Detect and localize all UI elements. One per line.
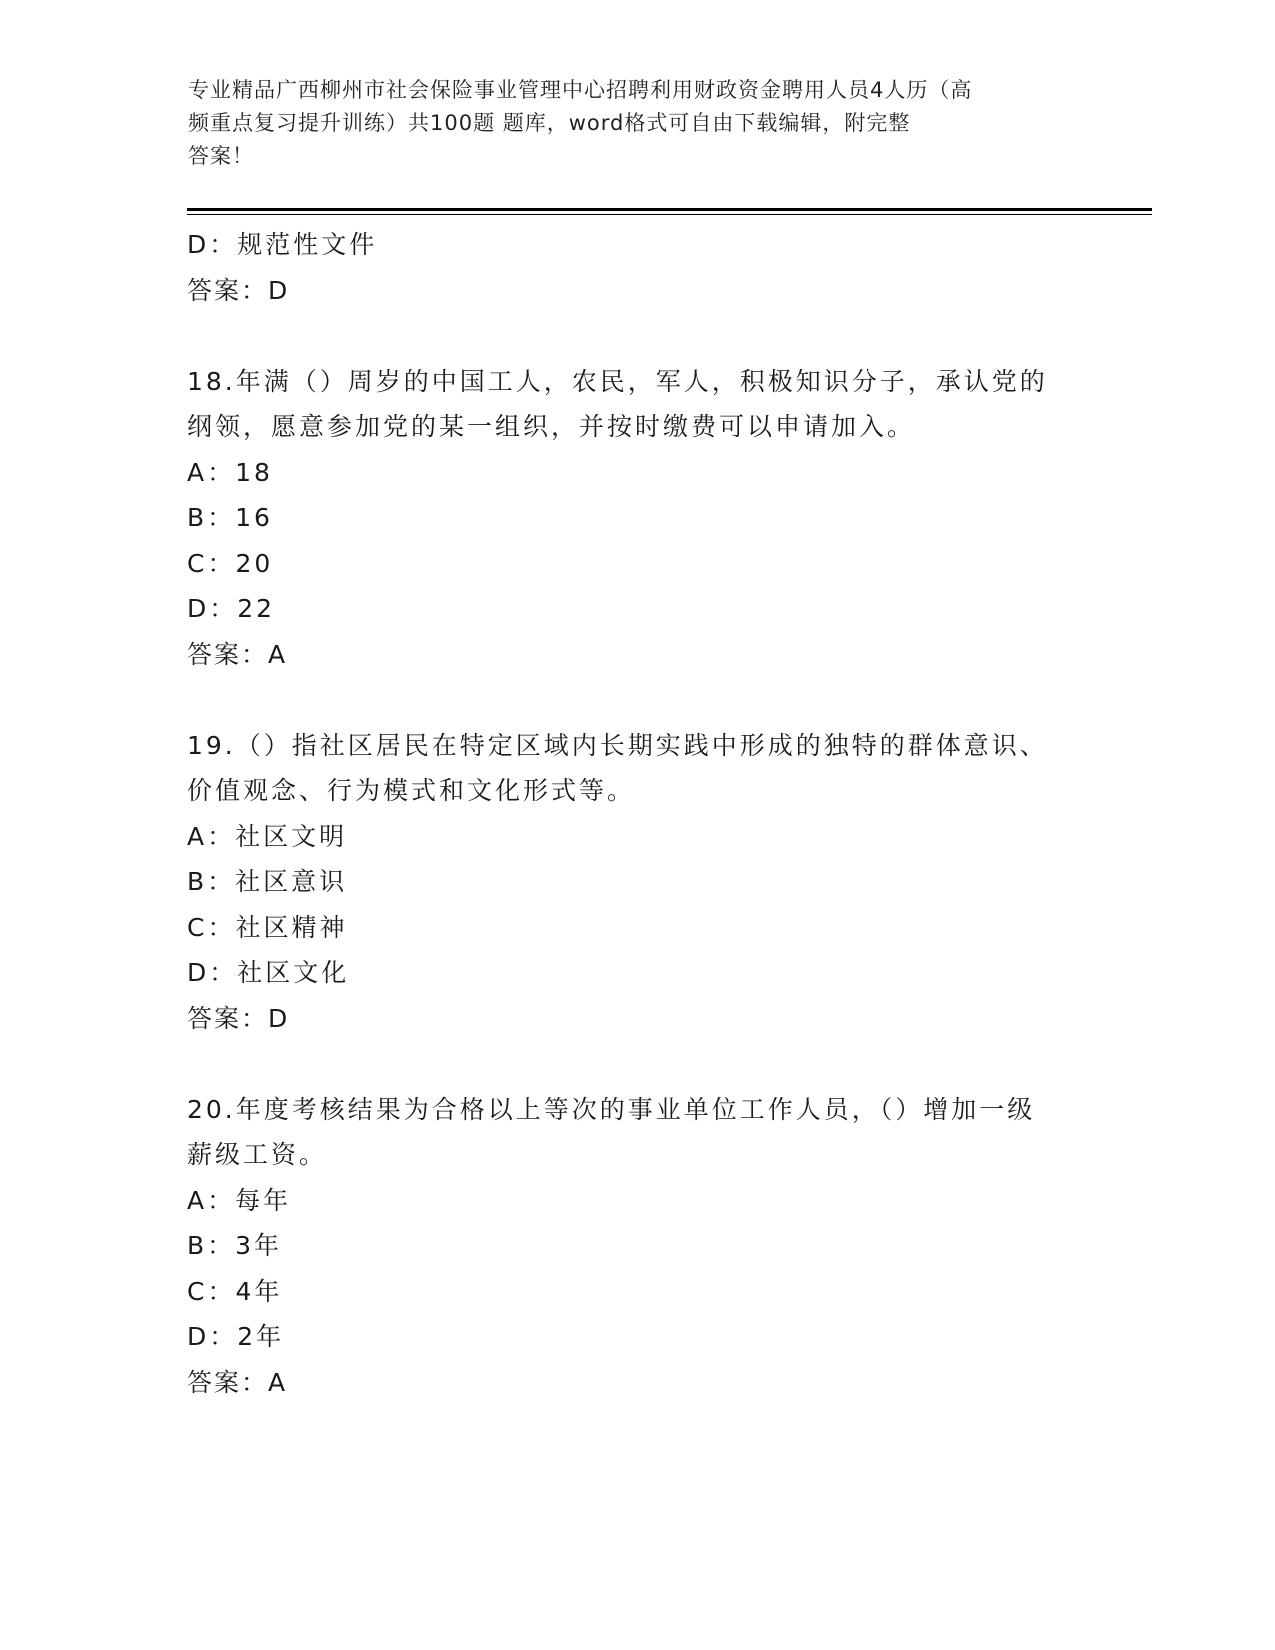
option-a: A：18 (187, 457, 273, 487)
option-b: B：社区意识 (187, 867, 348, 896)
option-c: C：20 (187, 548, 274, 578)
option-b: B：16 (187, 503, 273, 532)
header-divider (187, 208, 1152, 211)
answer-line: 答案：A (187, 639, 288, 669)
header-line: 频重点复习提升训练）共100题 题库，word格式可自由下载编辑，附完整 (188, 111, 911, 135)
option-d: D：2年 (187, 1322, 285, 1351)
question-block (187, 723, 1117, 1042)
option-c: C：社区精神 (187, 912, 348, 942)
option-c: C：4年 (187, 1276, 283, 1306)
header-divider-thin (187, 214, 1152, 215)
option-d: D：22 (187, 594, 276, 623)
header-line: 专业精品广西柳州市社会保险事业管理中心招聘利用财政资金聘用人员4人历（高 (188, 78, 973, 102)
question-text: 19.（）指社区居民在特定区域内长期实践中形成的独特的群体意识、 价值观念、行为模式和文化形式等。 (187, 730, 1048, 805)
option-d: D：社区文化 (187, 958, 350, 987)
option-b: B：3年 (187, 1231, 283, 1260)
question-block (187, 1087, 1117, 1406)
answer-line: 答案：D (187, 275, 290, 305)
document-header (188, 74, 1088, 173)
option-a: A：社区文明 (187, 821, 348, 851)
question-block (187, 359, 1117, 678)
answer-line: 答案：D (187, 1003, 290, 1033)
question-text: 18.年满（）周岁的中国工人，农民，军人，积极知识分子，承认党的 纲领，愿意参加党的某一组织，并按时缴费可以申请加入。 (187, 366, 1048, 441)
option-a: A：每年 (187, 1185, 292, 1215)
header-line: 答案！ (188, 144, 254, 168)
option-d: D：规范性文件 (187, 230, 378, 259)
question-text: 20.年度考核结果为合格以上等次的事业单位工作人员，（）增加一级 薪级工资。 (187, 1094, 1036, 1169)
answer-line: 答案：A (187, 1367, 288, 1397)
question-list (187, 222, 1117, 1405)
